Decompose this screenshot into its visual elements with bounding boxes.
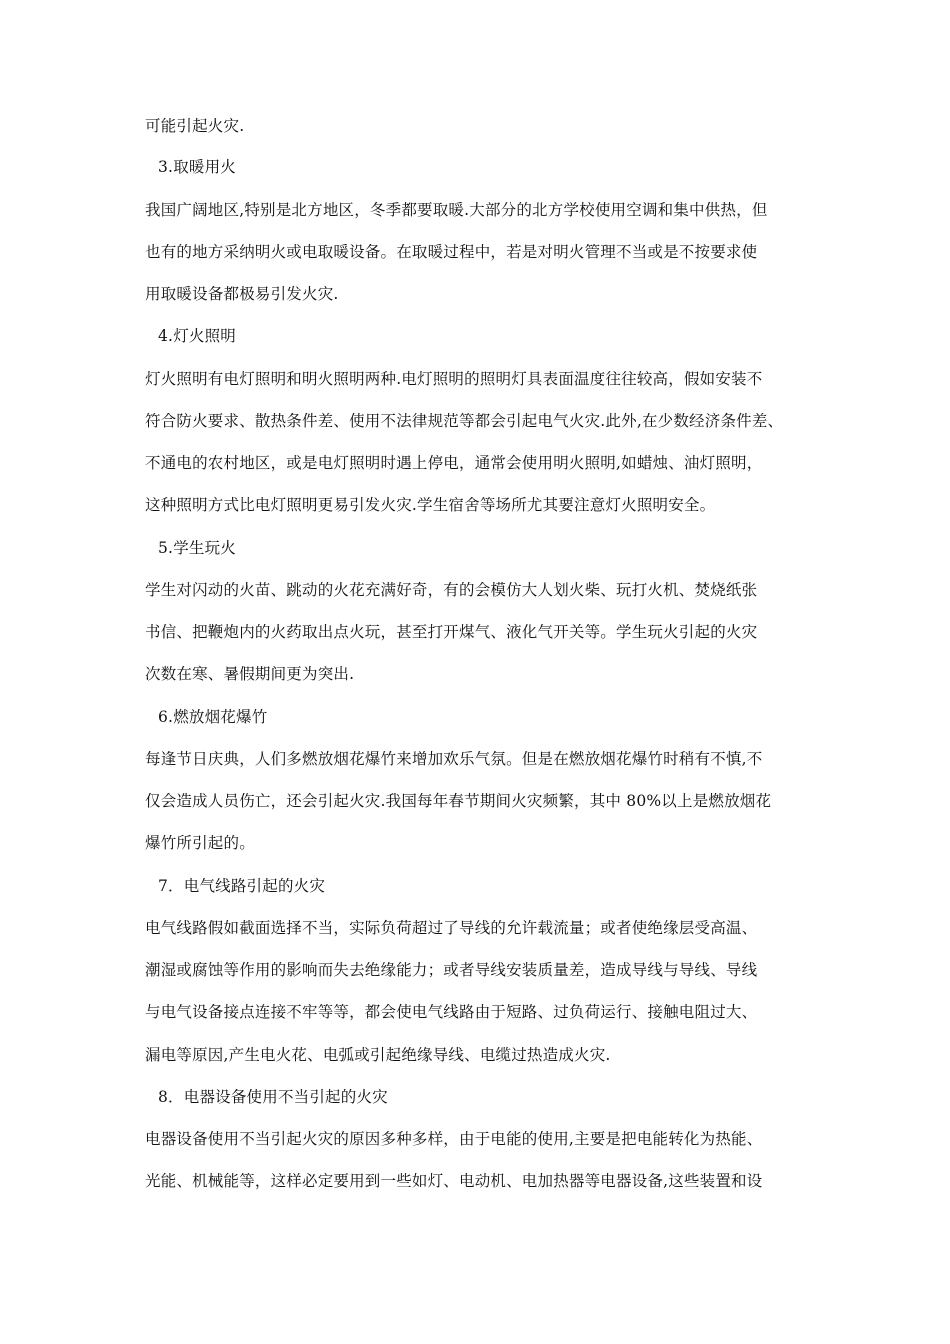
paragraph-line: 电器设备使用不当引起火灾的原因多种多样，由于电能的使用,主要是把电能转化为热能、 [145,1130,763,1148]
section-heading: 8．电器设备使用不当引起的火灾 [158,1088,388,1106]
paragraph-line: 电气线路假如截面选择不当，实际负荷超过了导线的允许载流量；或者使绝缘层受高温、 [145,919,758,937]
paragraph-line: 爆竹所引起的。 [145,834,255,852]
paragraph-line: 用取暖设备都极易引发火灾. [145,285,339,303]
paragraph-line: 书信、把鞭炮内的火药取出点火玩，甚至打开煤气、液化气开关等。学生玩火引起的火灾 [145,623,758,641]
paragraph-line: 仅会造成人员伤亡，还会引起火灾.我国每年春节期间火灾频繁，其中 80%以上是燃放烟花 [145,792,772,810]
paragraph-line: 灯火照明有电灯照明和明火照明两种.电灯照明的照明灯具表面温度往往较高，假如安装不 [145,370,763,388]
paragraph-line: 每逢节日庆典，人们多燃放烟花爆竹来增加欢乐气氛。但是在燃放烟花爆竹时稍有不慎,不 [145,750,763,768]
section-heading: 5.学生玩火 [158,539,236,557]
paragraph-line: 漏电等原因,产生电火花、电弧或引起绝缘导线、电缆过热造成火灾. [145,1046,611,1064]
section-heading: 3.取暖用火 [158,158,236,176]
paragraph-line: 我国广阔地区,特别是北方地区，冬季都要取暖.大部分的北方学校使用空调和集中供热，但 [145,201,768,219]
paragraph-line: 潮湿或腐蚀等作用的影响而失去绝缘能力；或者导线安装质量差，造成导线与导线、导线 [145,961,758,979]
section-heading: 6.燃放烟花爆竹 [158,708,268,726]
paragraph-line: 与电气设备接点连接不牢等等，都会使电气线路由于短路、过负荷运行、接触电阻过大、 [145,1003,758,1021]
paragraph-line: 也有的地方采纳明火或电取暖设备。在取暖过程中，若是对明火管理不当或是不按要求使 [145,243,758,261]
paragraph-line: 不通电的农村地区，或是电灯照明时遇上停电，通常会使用明火照明,如蜡烛、油灯照明， [145,454,763,472]
paragraph-line: 学生对闪动的火苗、跳动的火花充满好奇，有的会模仿大人划火柴、玩打火机、焚烧纸张 [145,581,758,599]
paragraph-line: 这种照明方式比电灯照明更易引发火灾.学生宿舍等场所尤其要注意灯火照明安全。 [145,496,716,514]
paragraph-line: 光能、机械能等，这样必定要用到一些如灯、电动机、电加热器等电器设备,这些装置和设 [145,1172,763,1190]
paragraph-line: 次数在寒、暑假期间更为突出. [145,665,355,683]
paragraph-line: 可能引起火灾. [145,117,245,135]
paragraph-line: 符合防火要求、散热条件差、使用不法律规范等都会引起电气火灾.此外,在少数经济条件差、 [145,412,784,430]
section-heading: 4.灯火照明 [158,327,236,345]
section-heading: 7．电气线路引起的火灾 [158,877,326,895]
